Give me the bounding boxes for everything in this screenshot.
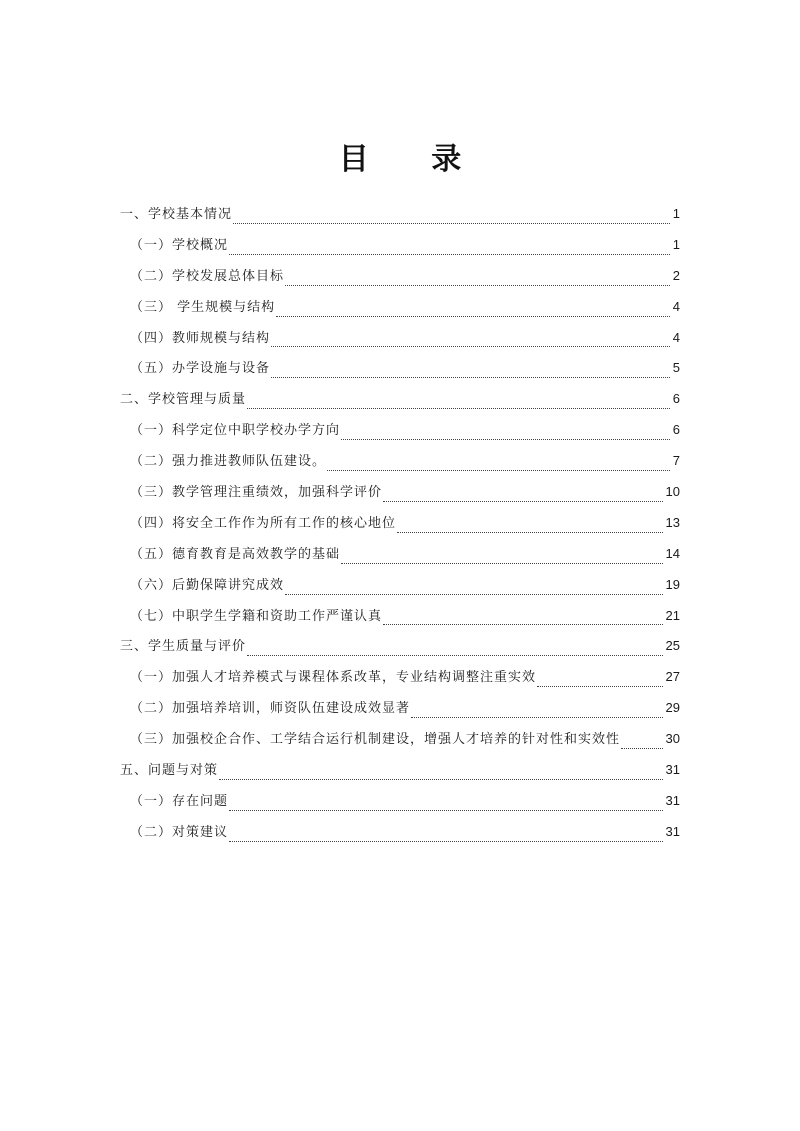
toc-dot-leader bbox=[271, 376, 670, 378]
toc-page-number: 29 bbox=[665, 700, 680, 716]
toc-dot-leader bbox=[537, 685, 663, 687]
toc-dot-leader bbox=[285, 593, 663, 595]
toc-entry[interactable] bbox=[120, 604, 680, 635]
toc-entry-label: （四）将安全工作作为所有工作的核心地位 bbox=[130, 515, 397, 531]
toc-entry[interactable] bbox=[120, 573, 680, 604]
toc-entry[interactable] bbox=[120, 696, 680, 727]
toc-entry-label: （一）加强人才培养模式与课程体系改革，专业结构调整注重实效 bbox=[130, 670, 537, 686]
toc-entry-label: （七）中职学生学籍和资助工作严谨认真 bbox=[130, 608, 383, 624]
toc-dot-leader bbox=[327, 469, 670, 471]
toc-entry-label: （五）办学设施与设备 bbox=[130, 361, 271, 377]
toc-dot-leader bbox=[411, 716, 663, 718]
toc-entry-label: （三）加强校企合作、工学结合运行机制建设，增强人才培养的针对性和实效性 bbox=[130, 732, 621, 748]
toc-page-number: 30 bbox=[665, 731, 680, 747]
toc-entry[interactable] bbox=[120, 233, 680, 264]
toc-dot-leader bbox=[229, 253, 670, 255]
toc-page-number: 13 bbox=[665, 514, 680, 530]
toc-page-number: 25 bbox=[665, 638, 680, 654]
toc-dot-leader bbox=[219, 778, 663, 780]
toc-page-number: 21 bbox=[665, 607, 680, 623]
toc-dot-leader bbox=[341, 562, 663, 564]
toc-entry-label: （一）科学定位中职学校办学方向 bbox=[130, 423, 341, 439]
toc-dot-leader bbox=[397, 531, 663, 533]
toc-page-number: 27 bbox=[665, 669, 680, 685]
toc-entry-label: （三）教学管理注重绩效，加强科学评价 bbox=[130, 485, 383, 501]
toc-dot-leader bbox=[233, 222, 670, 224]
toc-dot-leader bbox=[247, 654, 663, 656]
toc-title: 目 录 bbox=[338, 142, 488, 177]
toc-entry[interactable] bbox=[120, 295, 680, 326]
toc-page-number: 5 bbox=[672, 360, 680, 376]
toc-page-number: 31 bbox=[665, 823, 680, 839]
toc-list bbox=[120, 202, 680, 851]
toc-entry-label: （三） 学生规模与结构 bbox=[130, 299, 276, 315]
toc-page-number: 4 bbox=[672, 298, 680, 314]
toc-dot-leader bbox=[621, 747, 663, 749]
toc-entry-label: （二）对策建议 bbox=[130, 824, 229, 840]
toc-page-number: 6 bbox=[672, 422, 680, 438]
toc-entry[interactable] bbox=[120, 665, 680, 696]
toc-entry-label: （二）强力推进教师队伍建设。 bbox=[130, 454, 327, 470]
toc-entry-label: （一）存在问题 bbox=[130, 793, 229, 809]
toc-entry[interactable] bbox=[120, 789, 680, 820]
toc-entry[interactable] bbox=[120, 326, 680, 357]
toc-entry[interactable] bbox=[120, 820, 680, 851]
toc-dot-leader bbox=[383, 623, 663, 625]
toc-entry[interactable] bbox=[120, 511, 680, 542]
toc-dot-leader bbox=[229, 809, 663, 811]
toc-entry-label: （六）后勤保障讲究成效 bbox=[130, 577, 285, 593]
toc-dot-leader bbox=[383, 500, 663, 502]
toc-entry[interactable] bbox=[120, 418, 680, 449]
toc-page-number: 14 bbox=[665, 545, 680, 561]
toc-entry[interactable] bbox=[120, 542, 680, 573]
toc-entry[interactable] bbox=[120, 202, 680, 233]
toc-page-number: 2 bbox=[672, 267, 680, 283]
toc-page-number: 31 bbox=[665, 762, 680, 778]
toc-entry[interactable] bbox=[120, 356, 680, 387]
toc-page-number: 19 bbox=[665, 576, 680, 592]
toc-page-number: 4 bbox=[672, 329, 680, 345]
toc-entry-label: （一）学校概况 bbox=[130, 237, 229, 253]
toc-entry-label: 一、学校基本情况 bbox=[120, 207, 233, 222]
toc-dot-leader bbox=[247, 407, 670, 409]
toc-entry-label: 二、学校管理与质量 bbox=[120, 392, 247, 408]
toc-page-number: 6 bbox=[672, 391, 680, 407]
toc-entry-label: （二）学校发展总体目标 bbox=[130, 268, 285, 284]
toc-entry[interactable] bbox=[120, 264, 680, 295]
toc-entry[interactable] bbox=[120, 727, 680, 758]
toc-page-number: 1 bbox=[672, 236, 680, 252]
toc-dot-leader bbox=[276, 315, 670, 317]
toc-entry[interactable] bbox=[120, 480, 680, 511]
toc-entry-label: 五、问题与对策 bbox=[120, 763, 219, 779]
toc-dot-leader bbox=[285, 284, 670, 286]
toc-dot-leader bbox=[271, 345, 670, 347]
toc-entry-label: （四）教师规模与结构 bbox=[130, 330, 271, 346]
toc-entry-label: （二）加强培养培训，师资队伍建设成效显著 bbox=[130, 701, 411, 717]
toc-entry[interactable] bbox=[120, 387, 680, 418]
toc-dot-leader bbox=[229, 840, 663, 842]
toc-page-number: 1 bbox=[672, 206, 680, 221]
toc-page-number: 10 bbox=[665, 484, 680, 500]
toc-dot-leader bbox=[341, 438, 670, 440]
toc-entry[interactable] bbox=[120, 758, 680, 789]
toc-page-number: 31 bbox=[665, 792, 680, 808]
toc-entry[interactable] bbox=[120, 634, 680, 665]
toc-page-number: 7 bbox=[672, 453, 680, 469]
toc-entry[interactable] bbox=[120, 449, 680, 480]
toc-entry-label: （五）德育教育是高效教学的基础 bbox=[130, 546, 341, 562]
toc-entry-label: 三、学生质量与评价 bbox=[120, 639, 247, 655]
